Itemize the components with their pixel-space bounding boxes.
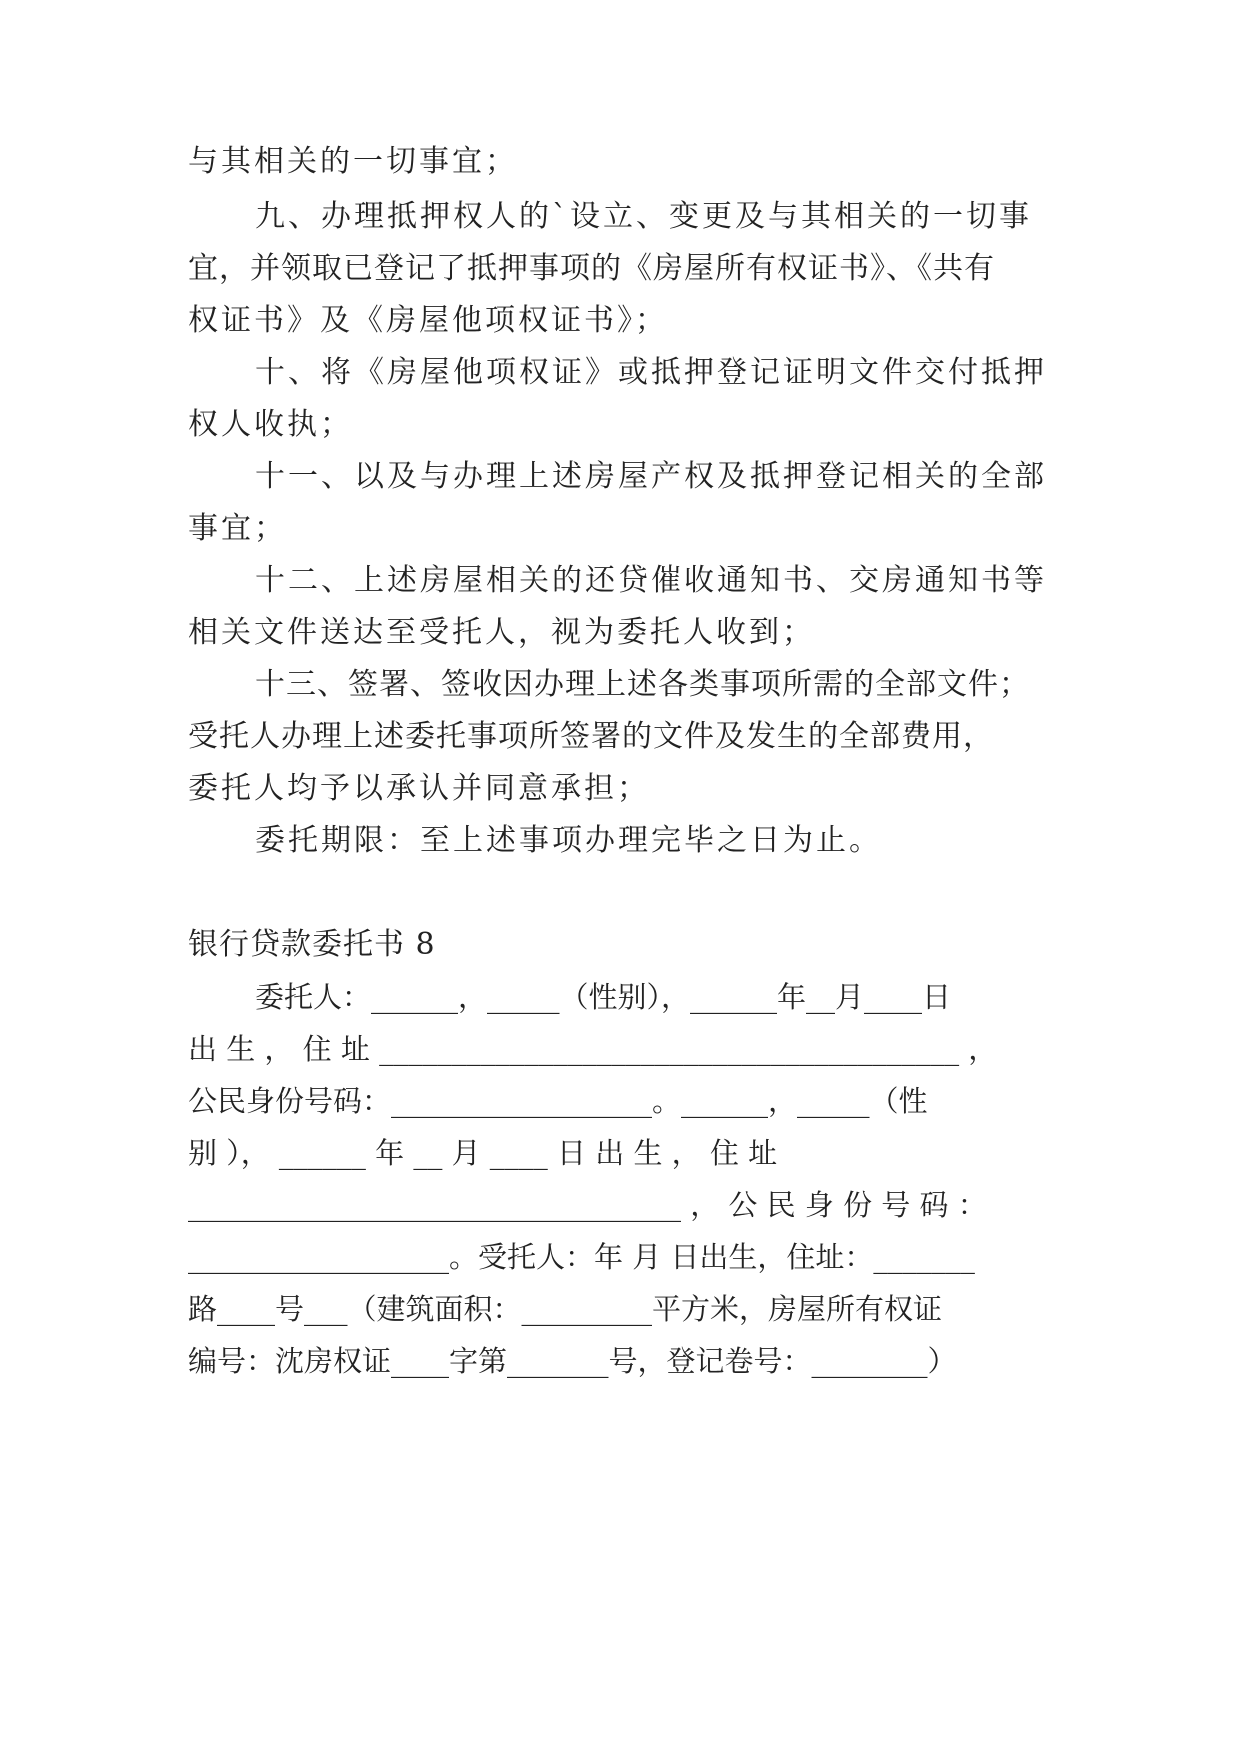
- paragraph-line: 十一、以及与办理上述房屋产权及抵押登记相关的全部: [255, 459, 1047, 494]
- paragraph-line: 受托人办理上述委托事项所签署的文件及发生的全部费用，: [188, 719, 994, 754]
- paragraph-line: 十二、上述房屋相关的还贷催收通知书、交房通知书等: [255, 563, 1047, 598]
- paragraph-line: 宜，并领取已登记了抵押事项的《房屋所有权证书》、《共有: [188, 251, 995, 286]
- form-line: 路____号___（建筑面积：_________平方米，房屋所有权证: [188, 1292, 943, 1326]
- form-line: __________________。受托人：年 月 日出生，住址：_______: [188, 1240, 975, 1274]
- paragraph-line: 权证书》及《房屋他项权证书》；: [188, 303, 668, 338]
- form-line: __________________________________ ， 公 民 身 份 号 码 ：: [188, 1188, 987, 1222]
- paragraph-line: 十三、签署、签收因办理上述各类事项所需的全部文件；: [255, 667, 1030, 702]
- form-line: 编号：沈房权证____字第_______号，登记卷号：________）: [188, 1344, 957, 1378]
- form-line: 委托人：______，_____（性别），______年__月____日: [255, 980, 952, 1014]
- paragraph-line: 十、将《房屋他项权证》或抵押登记证明文件交付抵押: [255, 355, 1047, 390]
- section-title: 银行贷款委托书 8: [188, 927, 436, 962]
- form-line: 公民身份号码：__________________。______，_____（性: [188, 1084, 928, 1118]
- paragraph-line: 相关文件送达至受托人，视为委托人收到；: [188, 615, 815, 650]
- paragraph-line: 委托人均予以承认并同意承担；: [188, 771, 650, 806]
- paragraph-line: 九、办理抵押权人的`设立、变更及与其相关的一切事: [255, 199, 1032, 234]
- paragraph-line: 权人收执；: [188, 407, 353, 442]
- paragraph-line: 委托期限：至上述事项办理完毕之日为止。: [255, 823, 882, 858]
- paragraph-line: 与其相关的一切事宜；: [188, 144, 518, 179]
- paragraph-line: 事宜；: [188, 511, 287, 546]
- form-line: 别 ）， ______ 年 __ 月 ____ 日 出 生 ， 住 址: [188, 1136, 778, 1170]
- form-line: 出 生 ， 住 址 ________________________________________ ，: [188, 1032, 998, 1066]
